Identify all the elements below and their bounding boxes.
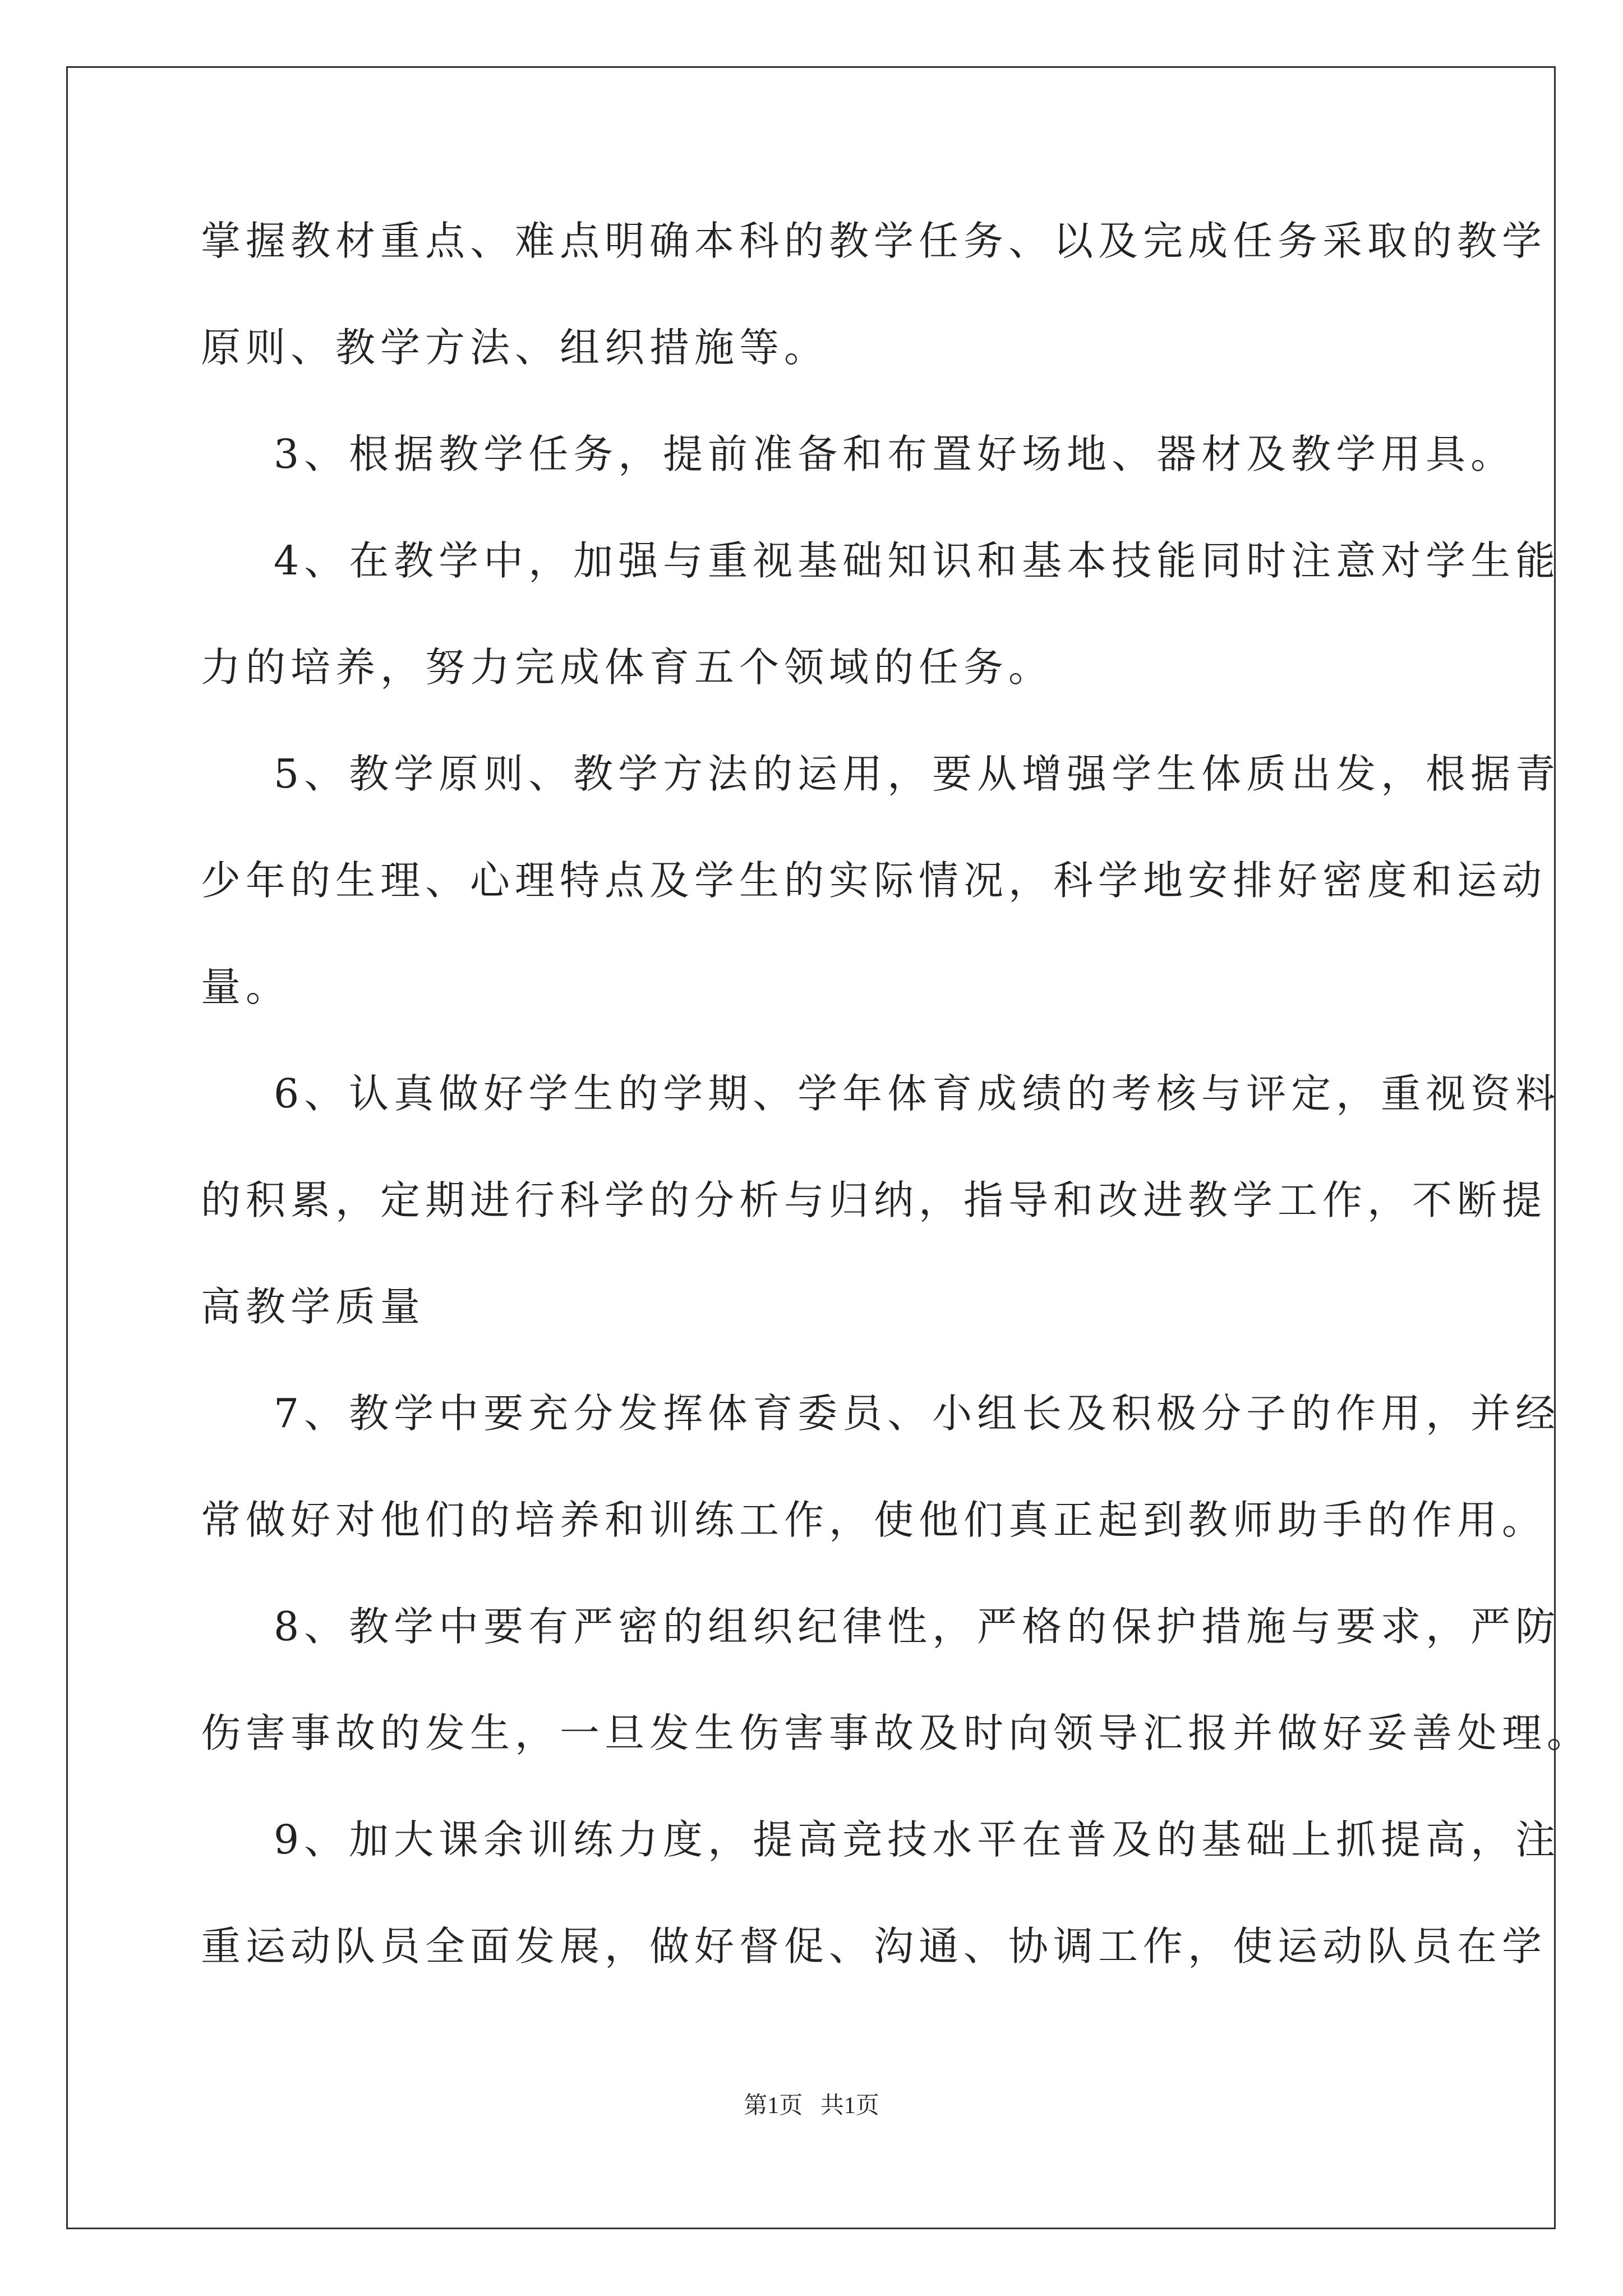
text-line: 3、根据教学任务，提前准备和布置好场地、器材及教学用具。	[274, 431, 1516, 477]
text-line: 重运动队员全面发展，做好督促、沟通、协调工作，使运动队员在学	[201, 1923, 1547, 1970]
text-line: 5、教学原则、教学方法的运用，要从增强学生体质出发，根据青	[274, 751, 1561, 797]
text-line: 掌握教材重点、难点明确本科的教学任务、以及完成任务采取的教学	[201, 218, 1547, 264]
text-line: 4、在教学中，加强与重视基础知识和基本技能同时注意对学生能	[274, 537, 1561, 584]
text-line: 6、认真做好学生的学期、学年体育成绩的考核与评定，重视资料	[274, 1070, 1561, 1117]
text-line: 力的培养，努力完成体育五个领域的任务。	[201, 644, 1054, 691]
text-line: 9、加大课余训练力度，提高竞技水平在普及的基础上抓提高，注	[274, 1816, 1561, 1863]
text-line: 原则、教学方法、组织措施等。	[201, 324, 829, 371]
text-line: 常做好对他们的培养和训练工作，使他们真正起到教师助手的作用。	[201, 1497, 1547, 1543]
text-line: 量。	[201, 964, 291, 1010]
text-line: 的积累，定期进行科学的分析与归纳，指导和改进教学工作，不断提	[201, 1177, 1547, 1223]
text-line: 少年的生理、心理特点及学生的实际情况，科学地安排好密度和运动	[201, 857, 1547, 904]
page-border	[66, 66, 1556, 2229]
page-number-footer: 第1页 共1页	[744, 2093, 879, 2119]
text-line: 高教学质量	[201, 1283, 426, 1330]
text-line: 伤害事故的发生，一旦发生伤害事故及时向领导汇报并做好妥善处理。	[201, 1710, 1592, 1756]
text-line: 8、教学中要有严密的组织纪律性，严格的保护措施与要求，严防	[274, 1603, 1561, 1650]
text-line: 7、教学中要充分发挥体育委员、小组长及积极分子的作用，并经	[274, 1390, 1561, 1437]
